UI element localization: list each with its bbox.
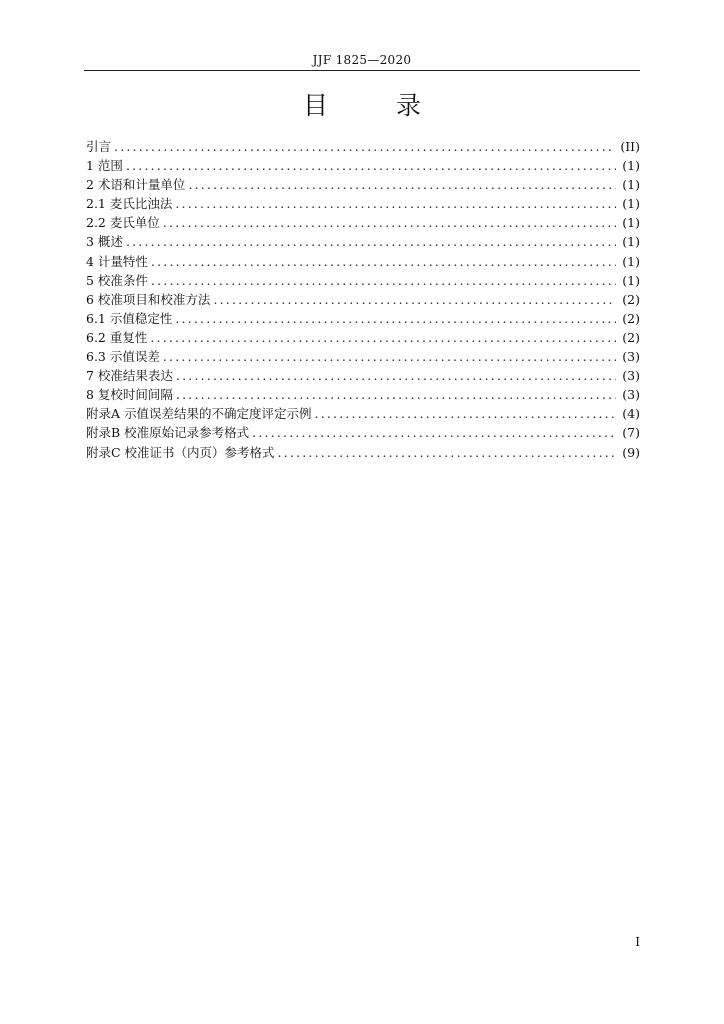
header-rule <box>84 70 640 71</box>
toc-leader-dots <box>213 292 616 307</box>
toc-leader-dots <box>175 311 616 326</box>
toc-entry-appendix-a[interactable] <box>86 404 640 423</box>
toc-entry-3-overview[interactable] <box>86 232 640 251</box>
toc-entry-label: 6.3 示值误差 <box>86 349 160 365</box>
toc-entry-label: 引言 <box>86 139 112 154</box>
toc-entry-6-items-methods[interactable] <box>86 290 640 309</box>
toc-entry-page: (4) <box>622 406 640 422</box>
toc-entry-label: 5 校准条件 <box>86 272 148 288</box>
toc-entry-page: (3) <box>622 387 640 403</box>
toc-leader-dots <box>150 330 616 345</box>
toc-leader-dots <box>176 368 616 383</box>
toc-title <box>0 86 724 122</box>
toc-entry-page: (1) <box>622 234 640 250</box>
toc-title-char-1: 目 <box>302 91 328 120</box>
toc-entry-page: (3) <box>622 349 640 365</box>
toc-entry-label: 4 计量特性 <box>86 253 148 269</box>
toc-entry-label: 1 范围 <box>86 158 123 174</box>
toc-leader-dots <box>188 177 616 192</box>
toc-entry-page: (1) <box>622 272 640 288</box>
toc-entry-appendix-b[interactable] <box>86 423 640 442</box>
toc-leader-dots <box>114 139 614 154</box>
toc-entry-label: 6.2 重复性 <box>86 329 148 345</box>
toc-entry-page: (1) <box>622 158 640 174</box>
toc-leader-dots <box>151 254 616 269</box>
toc-entry-2-terms[interactable] <box>86 175 640 194</box>
toc-entry-1-scope[interactable] <box>86 156 640 175</box>
toc-leader-dots <box>151 273 616 288</box>
toc-entry-5-conditions[interactable] <box>86 271 640 290</box>
toc-entry-label: 6.1 示值稳定性 <box>86 310 173 326</box>
toc-entry-page: (1) <box>622 253 640 269</box>
toc-leader-dots <box>163 215 616 230</box>
toc-entry-page: (1) <box>622 196 640 212</box>
toc-entry-label: 8 复校时间间隔 <box>86 387 173 403</box>
toc-entry-appendix-c[interactable] <box>86 443 640 462</box>
toc-entry-label: 2.1 麦氏比浊法 <box>86 196 173 212</box>
toc-leader-dots <box>126 234 616 249</box>
toc-entry-label: 2 术语和计量单位 <box>86 177 186 193</box>
page-number: I <box>635 935 640 949</box>
toc-entry-2-1[interactable] <box>86 194 640 213</box>
toc-entry-4-metrology[interactable] <box>86 252 640 271</box>
toc-entry-page: (1) <box>622 215 640 231</box>
toc-entry-7-results[interactable] <box>86 366 640 385</box>
toc-leader-dots <box>252 425 616 440</box>
toc-leader-dots <box>176 387 616 402</box>
toc-title-char-2: 录 <box>396 91 422 120</box>
toc-leader-dots <box>163 349 616 364</box>
toc-entry-label: 3 概述 <box>86 234 123 250</box>
toc-entry-2-2[interactable] <box>86 213 640 232</box>
toc-leader-dots <box>126 158 616 173</box>
toc-entry-label: 附录B 校准原始记录参考格式 <box>86 425 250 441</box>
toc-entry-page: (2) <box>622 310 640 326</box>
toc-entry-page: (2) <box>622 291 640 307</box>
toc-entry-6-2[interactable] <box>86 328 640 347</box>
toc-entry-6-3[interactable] <box>86 347 640 366</box>
toc-entry-label: 附录C 校准证书（内页）参考格式 <box>86 444 275 460</box>
toc-entry-page: (7) <box>622 425 640 441</box>
toc-leader-dots <box>278 445 617 460</box>
toc-leader-dots <box>175 196 616 211</box>
toc-list <box>86 137 640 462</box>
toc-entry-page: (2) <box>622 329 640 345</box>
toc-entry-foreword[interactable] <box>86 137 640 156</box>
toc-entry-8-interval[interactable] <box>86 385 640 404</box>
toc-entry-label: 附录A 示值误差结果的不确定度评定示例 <box>86 406 312 422</box>
toc-entry-6-1[interactable] <box>86 309 640 328</box>
toc-entry-page: (9) <box>622 444 640 460</box>
toc-entry-label: 6 校准项目和校准方法 <box>86 291 211 307</box>
toc-leader-dots <box>315 406 617 421</box>
toc-entry-page: (3) <box>622 368 640 384</box>
toc-entry-page: (II) <box>620 139 640 154</box>
toc-entry-page: (1) <box>622 177 640 193</box>
toc-entry-label: 2.2 麦氏单位 <box>86 215 160 231</box>
toc-entry-label: 7 校准结果表达 <box>86 368 173 384</box>
standard-code: JJF 1825—2020 <box>312 53 412 67</box>
